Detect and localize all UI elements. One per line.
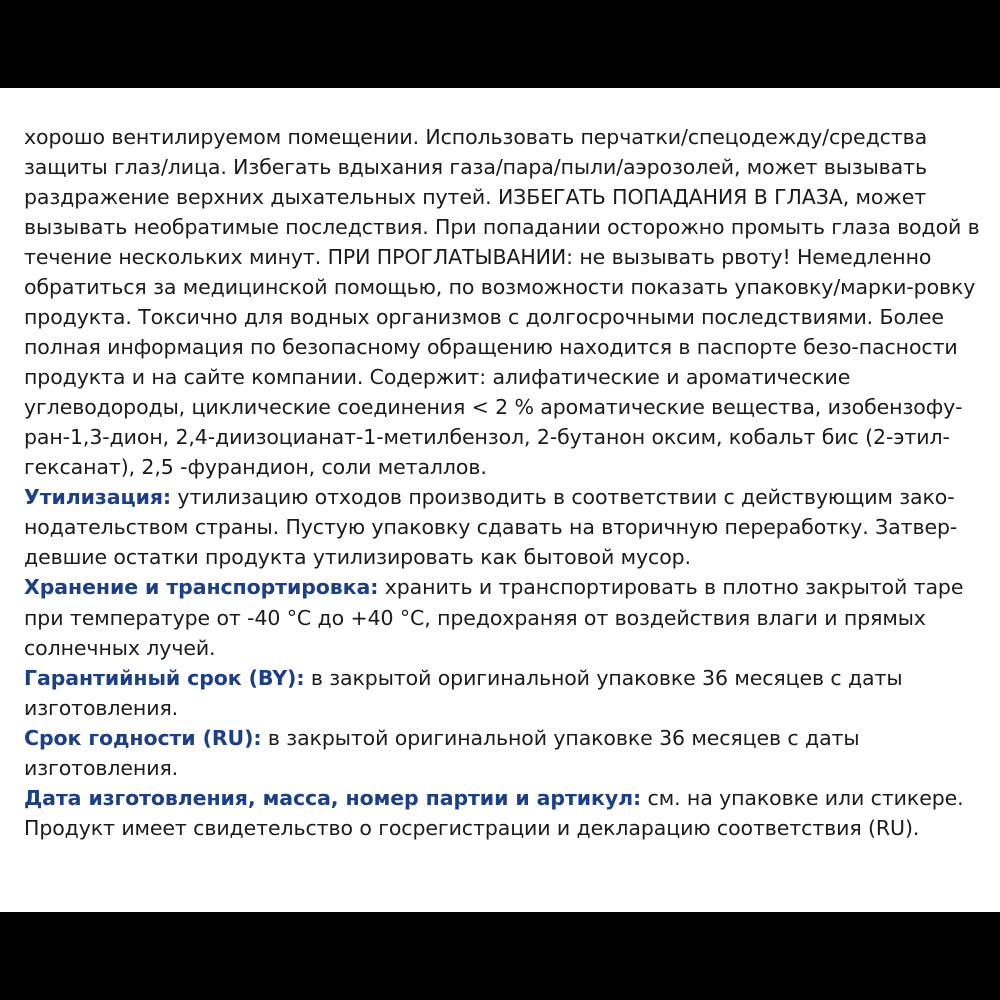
top-black-band [0,0,1000,88]
paragraph-storage-text: хранить и транспортировать в плотно закрытой таре при температуре от -40 °C до +40 °C, предохраняя от воздействия влаги и прямых солнечных лучей. [24,575,964,660]
paragraph-batch-text: см. на упаковке или стикере. [641,785,964,810]
bottom-black-band [0,912,1000,1000]
paragraph-safety [24,122,982,482]
paragraph-warranty-by-text: в закрытой оригинальной упаковке 36 месяцев с даты изготовления. [24,665,903,720]
paragraph-storage [24,572,982,662]
paragraph-certification [24,813,982,843]
paragraph-shelf-life-ru [24,723,982,783]
paragraph-safety-text: хорошо вентилируемом помещении. Использовать перчатки/спецодежду/средства защиты глаз/лица. Избегать вдыхания газа/пара/пыли/аэрозолей, может вызывать раздражение верхних дыхательных путей. ИЗБЕГАТЬ ПОПАДАНИЯ В ГЛАЗА, может вызывать необратимые последствия. При попадании осторожно промыть глаза водой в течение нескольких минут. ПРИ ПРОГЛАТЫВАНИИ: не вызывать рвоту! Немедленно обратиться за медицинской помощью, по возможности показать упаковку/марки-ровку продукта. Токсично для водных организмов с долгосрочными последствиями. Более полная информация по безопасному обращению находится в паспорте безо-пасности продукта и на сайте компании. Содержит: алифатические и ароматические углеводороды, циклические соединения < 2 % ароматические вещества, изобензофу-ран-1,3-дион, 2,4-диизоцианат-1-метилбензол, 2-бутанон оксим, кобальт бис (2-этил-гексанат), 2,5 -фурандион, соли металлов. [24,125,980,480]
heading-warranty-by: Гарантийный срок (BY): [24,665,305,690]
heading-storage: Хранение и транспортировка: [24,575,379,600]
paragraph-shelf-life-ru-text: в закрытой оригинальной упаковке 36 месяцев с даты изготовления. [24,725,860,780]
paragraph-disposal [24,482,982,572]
heading-batch: Дата изготовления, масса, номер партии и артикул: [24,785,642,810]
paragraph-disposal-text: утилизацию отходов производить в соответствии с действующим зако-нодательством страны. Пустую упаковку сдавать на вторичную переработку. Затвер-девшие остатки продукта утилизировать как бытовой мусор. [24,485,958,570]
label-text-block [24,122,982,843]
paragraph-warranty-by [24,663,982,723]
paragraph-batch [24,783,982,813]
heading-disposal: Утилизация: [24,485,171,510]
paragraph-certification-text: Продукт имеет свидетельство о госрегистрации и декларацию соответствия (RU). [24,815,920,840]
heading-shelf-life-ru: Срок годности (RU): [24,725,262,750]
